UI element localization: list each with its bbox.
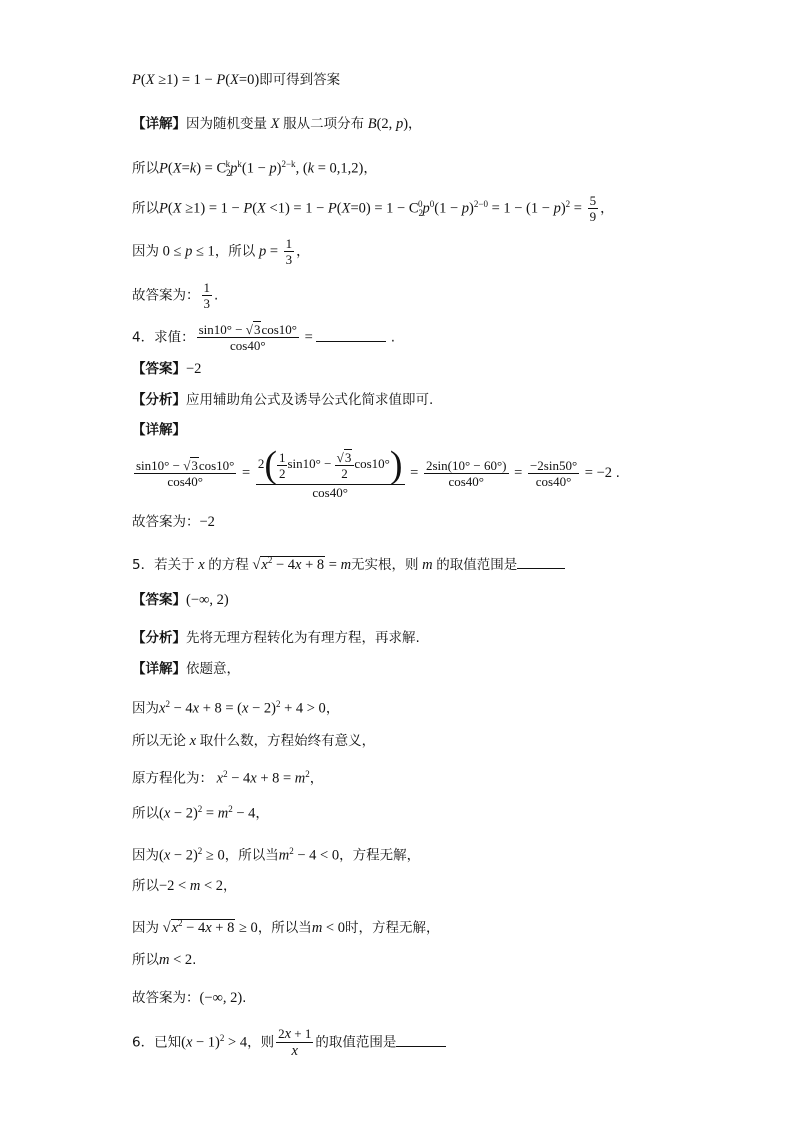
q5-line-because: 因为$x^2 - 4x + 8 = (x - 2)^2 + 4 > 0$，	[132, 699, 340, 717]
q3-pmf-line: 所以$P(X=k) = C_2^kp^k(1 - p)^{2-k}$, (k = 0,1,2)，	[132, 159, 377, 179]
q5-line-nosol1: 因为$(x - 2)^2 \ge 0$，所以当$m^2 - 4 < 0$，方程无解，	[132, 846, 421, 864]
q6-stem: 6．已知$(x - 1)^2 > 4$，则 $\frac{2x + 1}{x}$ 的取值范围是	[132, 1026, 446, 1059]
q3-detail-line: 【详解】因为随机变量 X 服从二项分布 B(2, p)，	[132, 116, 422, 132]
q5-line-any: 所以无论 x 取什么数，方程始终有意义，	[132, 733, 376, 749]
q4-answer: 【答案】−2	[132, 361, 202, 377]
q3-range-line: 因为 0 ≤ p ≤ 1，所以 p = $\frac{1}{3}$ ，	[132, 236, 310, 267]
q5-line-so2: 所以−2 < m < 2，	[132, 878, 237, 894]
q5-line-so1: 所以$(x - 2)^2 = m^2 - 4$，	[132, 804, 269, 822]
q5-line-so3: 所以m < 2.	[132, 952, 197, 968]
q5-analysis: 【分析】先将无理方程转化为有理方程，再求解.	[132, 630, 420, 646]
q5-answer: 【答案】(−∞, 2)	[132, 592, 229, 608]
q5-stem: 5．若关于 x 的方程 $√x^2 - 4x + 8 = m$无实根，则 m 的取值范围是	[132, 550, 565, 575]
q4-analysis: 【分析】应用辅助角公式及诱导公式化简求值即可.	[132, 392, 434, 408]
q4-final: 故答案为：−2	[132, 514, 215, 530]
q5-final: 故答案为：(−∞, 2).	[132, 990, 247, 1006]
q4-detail-tag: 【详解】	[132, 422, 186, 438]
q4-formula: $\frac{\sin 10^\circ - √3\cos 10^\circ}{\cos 40^\circ}$ = 2( $\frac{1}{2}$ sin10° − $\frac{√3}{2}$ cos10°) cos40° = $\frac{2\sin(10^\circ - 60^\circ)}{\cos 40^\circ}$ = $\frac{-2\sin 50^\circ}{\cos 40^\circ}$ = −2 .	[136, 444, 620, 500]
q3-calc-line: 所以$P(X \ge 1) = 1 - P(X <1) = 1 - P(X=0) = 1 - C_2^0p^0(1 - p)^{2-0} = 1 - (1 - p)^2$ = $\frac{5}{9}$ ，	[132, 193, 614, 224]
q4-stem: 4．求值： $\frac{\sin 10^\circ - √3\cos 10^\circ}{\cos 40^\circ}$ = .	[132, 322, 395, 353]
q3-answer-line: 故答案为： $\frac{1}{3}$ .	[132, 280, 219, 311]
q5-line-nosol2: 因为 $√x^2 - 4x + 8 \ge 0$，所以当m < 0时，方程无解，	[132, 918, 440, 936]
q5-detail: 【详解】依题意，	[132, 661, 240, 677]
q3-hint-line: P(X ≥1) = 1 − P(X=0)即可得到答案	[132, 72, 341, 88]
q5-line-orig: 原方程化为： $x^2 - 4x + 8 = m^2$，	[132, 769, 324, 787]
